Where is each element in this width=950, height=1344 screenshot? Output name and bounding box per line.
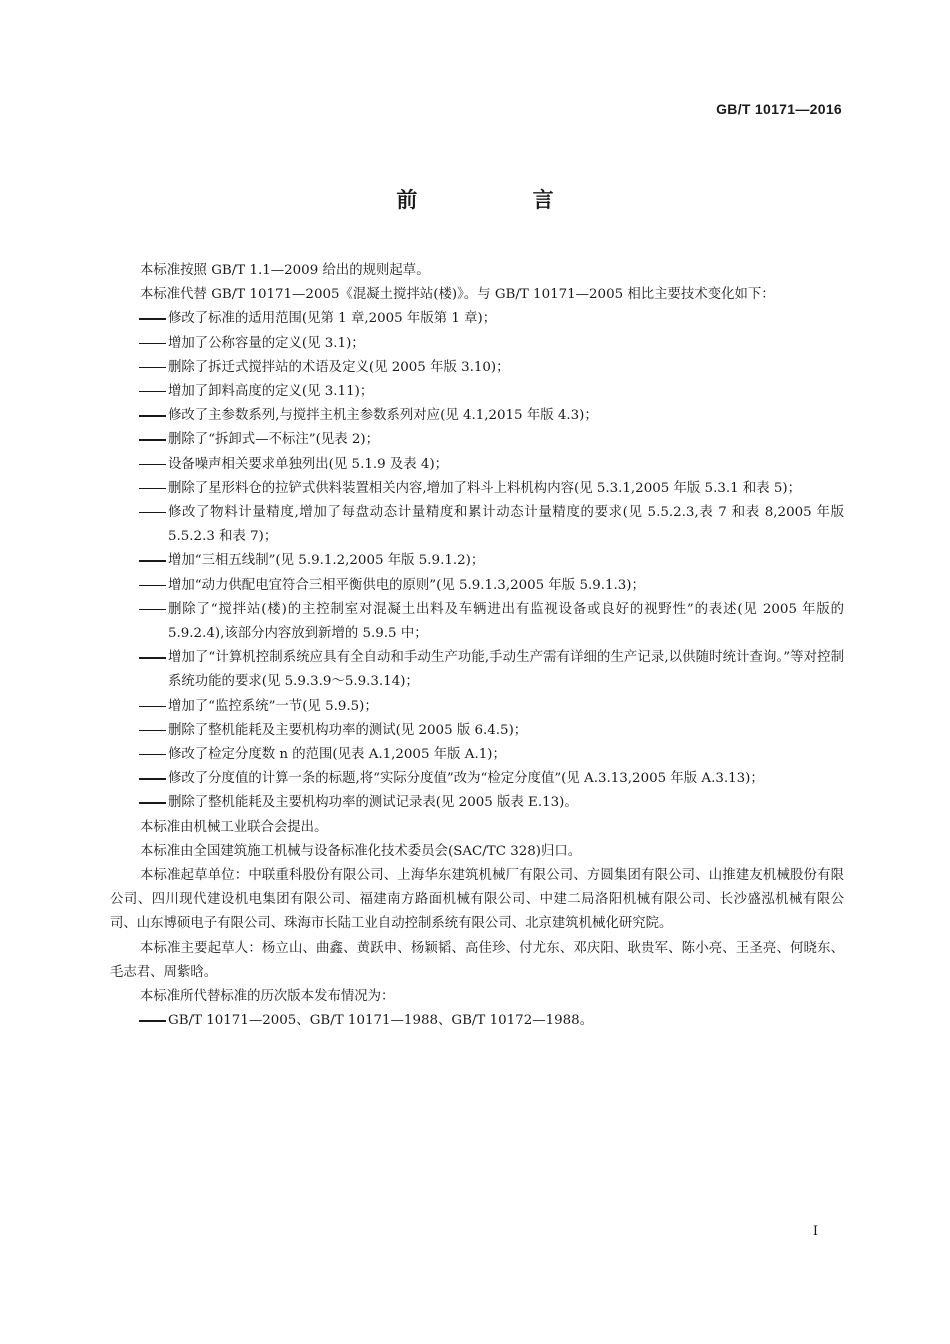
dash-marker	[139, 560, 166, 561]
dash-marker	[139, 391, 166, 392]
dash-marker	[139, 585, 166, 586]
list-item: 删除了拆迁式搅拌站的术语及定义(见 2005 年版 3.10)；	[110, 356, 844, 380]
dash-marker	[139, 464, 166, 465]
list-item: 设备噪声相关要求单独列出(见 5.1.9 及表 4)；	[110, 453, 844, 477]
list-item: 增加了卸料高度的定义(见 3.11)；	[110, 380, 844, 404]
list-item: 修改了标准的适用范围(见第 1 章,2005 年版第 1 章)；	[110, 307, 844, 331]
dash-marker	[139, 730, 166, 731]
change-list	[110, 307, 844, 815]
list-item: 修改了物料计量精度,增加了每盘动态计量精度和累计动态计量精度的要求(见 5.5.2.3,表 7 和表 8,2005 年版 5.5.2.3 和表 7)；	[110, 501, 844, 549]
dash-marker	[139, 706, 166, 707]
list-item: 删除了整机能耗及主要机构功率的测试(见 2005 版 6.4.5)；	[110, 719, 844, 743]
dash-marker	[139, 318, 166, 319]
dash-marker	[139, 367, 166, 368]
paragraph: 本标准由全国建筑施工机械与设备标准化技术委员会(SAC/TC 328)归口。	[140, 843, 582, 859]
paragraph: 本标准由机械工业联合会提出。	[140, 819, 328, 835]
list-item: 增加了公称容量的定义(见 3.1)；	[110, 332, 844, 356]
list-item: 增加“三相五线制”(见 5.9.1.2,2005 年版 5.9.1.2)；	[110, 549, 844, 573]
list-item: 修改了检定分度数 n 的范围(见表 A.1,2005 年版 A.1)；	[110, 743, 844, 767]
dash-marker	[139, 439, 166, 440]
paragraph: 本标准所代替标准的历次版本发布情况为：	[140, 989, 395, 1005]
dash-marker	[139, 1020, 166, 1021]
dash-marker	[139, 488, 166, 489]
list-item: GB/T 10171—2005、GB/T 10171—1988、GB/T 10172—1988。	[110, 1009, 844, 1033]
dash-marker	[139, 802, 166, 803]
paragraph: 本标准起草单位：中联重科股份有限公司、上海华东建筑机械厂有限公司、方圆集团有限公司、山推建友机械股份有限公司、四川现代建设机电集团有限公司、福建南方路面机械有限公司、中建二局洛阳机械有限公司、长沙盛泓机械有限公司、山东博硕电子有限公司、珠海市长陆工业自动控制系统有限公司、北京建筑机械化研究院。	[110, 868, 844, 932]
paragraph: 本标准主要起草人：杨立山、曲鑫、黄跃申、杨颖韬、高佳珍、付尤东、邓庆阳、耿贵军、陈小亮、王圣亮、何晓东、毛志君、周紫晗。	[110, 940, 844, 980]
paragraph: 本标准代替 GB/T 10171—2005《混凝土搅拌站(楼)》。与 GB/T 10171—2005 相比主要技术变化如下：	[140, 287, 775, 303]
dash-marker	[139, 657, 166, 658]
dash-marker	[139, 754, 166, 755]
list-item: 删除了星形料仓的拉铲式供料装置相关内容,增加了料斗上料机构内容(见 5.3.1,2005 年版 5.3.1 和表 5)；	[110, 477, 844, 501]
list-item: 删除了整机能耗及主要机构功率的测试记录表(见 2005 版表 E.13)。	[110, 791, 844, 815]
dash-marker	[139, 415, 166, 416]
dash-marker	[139, 512, 166, 513]
list-item: 删除了“拆卸式—不标注”(见表 2)；	[110, 428, 844, 452]
standard-code: GB/T 10171—2016	[716, 101, 842, 117]
dash-marker	[139, 343, 166, 344]
page-title: 前 言	[396, 188, 608, 212]
dash-marker	[139, 778, 166, 779]
paragraph: 本标准按照 GB/T 1.1—2009 给出的规则起草。	[140, 263, 430, 278]
list-item: 修改了分度值的计算一条的标题,将“实际分度值”改为“检定分度值”(见 A.3.13,2005 年版 A.3.13)；	[110, 767, 844, 791]
page-number: I	[812, 1224, 818, 1239]
document-body	[110, 259, 844, 1034]
list-item: 修改了主参数系列,与搅拌主机主参数系列对应(见 4.1,2015 年版 4.3)；	[110, 404, 844, 428]
list-item: 删除了“搅拌站(楼)的主控制室对混凝土出料及车辆进出有监视设备或良好的视野性”的表述(见 2005 年版的 5.9.2.4),该部分内容放到新增的 5.9.5 中；	[110, 598, 844, 646]
list-item: 增加“动力供配电宜符合三相平衡供电的原则”(见 5.9.1.3,2005 年版 5.9.1.3)；	[110, 574, 844, 598]
list-item: 增加了“监控系统”一节(见 5.9.5)；	[110, 695, 844, 719]
dash-marker	[139, 609, 166, 610]
list-item: 增加了“计算机控制系统应具有全自动和手动生产功能,手动生产需有详细的生产记录,以供随时统计查询。”等对控制系统功能的要求(见 5.9.3.9～5.9.3.14)；	[110, 646, 844, 694]
